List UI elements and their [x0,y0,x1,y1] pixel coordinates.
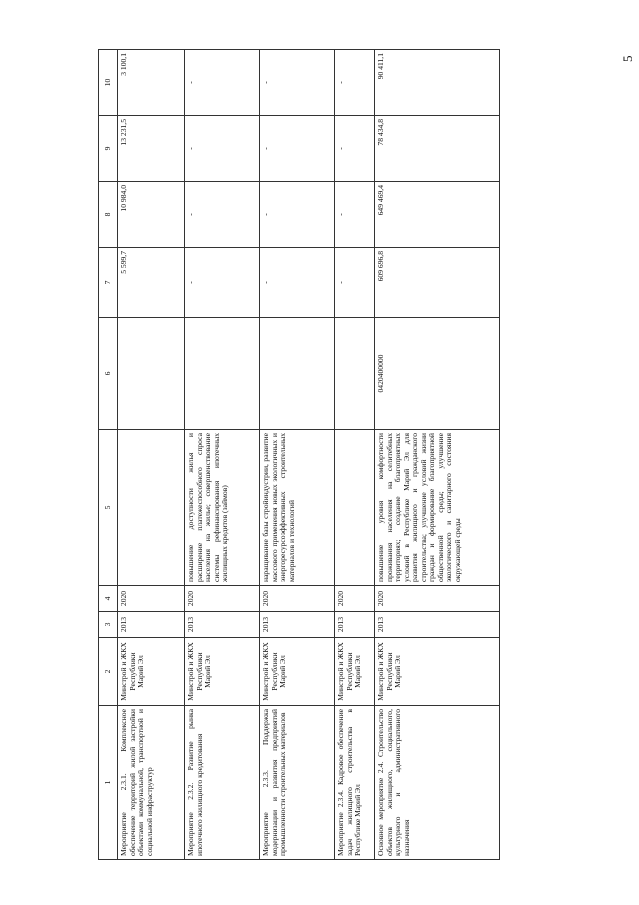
executor: Минстрой и ЖКХ Республики Марий Эл [260,638,335,706]
value-col-9: - [260,116,335,182]
end-year: 2020 [335,586,375,612]
start-year: 2013 [260,612,335,638]
table-row [375,50,500,860]
start-year: 2013 [375,612,500,638]
column-header-9: 9 [99,116,118,182]
column-header-3: 3 [99,612,118,638]
value-col-7: - [335,248,375,318]
rotated-table-container [98,50,538,860]
value-col-10: - [335,50,375,116]
budget-code [335,318,375,430]
value-col-10: - [260,50,335,116]
table-row [335,50,375,860]
table-row [185,50,260,860]
value-col-8: 649 469,4 [375,182,500,248]
end-year: 2020 [260,586,335,612]
expected-result [335,430,375,586]
value-col-10: 90 411,1 [375,50,500,116]
value-col-9: 13 231,5 [118,116,185,182]
value-col-8: - [335,182,375,248]
measure-name: Мероприятие 2.3.3. Поддержка модернизации и развития предприятий промышленности строительных материалов [260,706,335,860]
measure-name: Мероприятие 2.3.2. Развитие рынка ипотечного жилищного кредитования [185,706,260,860]
measure-name: Мероприятие 2.3.1. Комплексное обеспечение территорий жилой застройки объектами коммунальной, транспортной и социальной инфраструктур [118,706,185,860]
expected-result: повышение уровня комфортности проживания населения на селитебных территориях; создание благоприятных условий в Республике Марий Эл для развития жилищного и гражданского строительства; улучшение условий жизни граждан и формирование благоприятной общественной среды; улучшение экологического и санитарного состояния окружающей среды [375,430,500,586]
value-col-10: - [185,50,260,116]
executor: Минстрой и ЖКХ Республики Марий Эл [118,638,185,706]
budget-code [118,318,185,430]
start-year: 2013 [185,612,260,638]
end-year: 2020 [375,586,500,612]
value-col-8: 10 984,0 [118,182,185,248]
measure-name: Мероприятие 2.3.4. Кадровое обеспечение задач жилищного строительства в Республике Марий Эл [335,706,375,860]
start-year: 2013 [335,612,375,638]
column-header-7: 7 [99,248,118,318]
end-year: 2020 [118,586,185,612]
column-header-4: 4 [99,586,118,612]
budget-code [260,318,335,430]
value-col-9: - [185,116,260,182]
column-header-2: 2 [99,638,118,706]
header-row [99,50,118,860]
value-col-7: 609 696,8 [375,248,500,318]
value-col-9: 78 434,8 [375,116,500,182]
expected-result: повышение доступности жилья и расширение платежеспособного спроса населения на жилье; совершенствование системы рефинансирования ипотечных жилищных кредитов (займов) [185,430,260,586]
value-col-8: - [260,182,335,248]
column-header-5: 5 [99,430,118,586]
start-year: 2013 [118,612,185,638]
expected-result [118,430,185,586]
value-col-7: - [185,248,260,318]
program-measures-table [98,49,500,860]
executor: Минстрой и ЖКХ Республики Марий Эл [185,638,260,706]
measure-name: Основное мероприятие 2.4. Строительство объектов жилищного, социального, культурного и административного назначения [375,706,500,860]
value-col-8: - [185,182,260,248]
page-number: 5 [620,55,635,62]
column-header-1: 1 [99,706,118,860]
table-row [118,50,185,860]
value-col-10: 3 100,1 [118,50,185,116]
expected-result: наращивание базы стройиндустрии, развитие массового применения новых экологичных и энергоресурсоэффективных строительных материалов и технологий [260,430,335,586]
value-col-7: 5 599,7 [118,248,185,318]
executor: Минстрой и ЖКХ Республики Марий Эл [375,638,500,706]
budget-code: 0420400000 [375,318,500,430]
executor: Минстрой и ЖКХ Республики Марий Эл [335,638,375,706]
column-header-6: 6 [99,318,118,430]
value-col-7: - [260,248,335,318]
end-year: 2020 [185,586,260,612]
table-row [260,50,335,860]
column-header-8: 8 [99,182,118,248]
budget-code [185,318,260,430]
column-header-10: 10 [99,50,118,116]
value-col-9: - [335,116,375,182]
